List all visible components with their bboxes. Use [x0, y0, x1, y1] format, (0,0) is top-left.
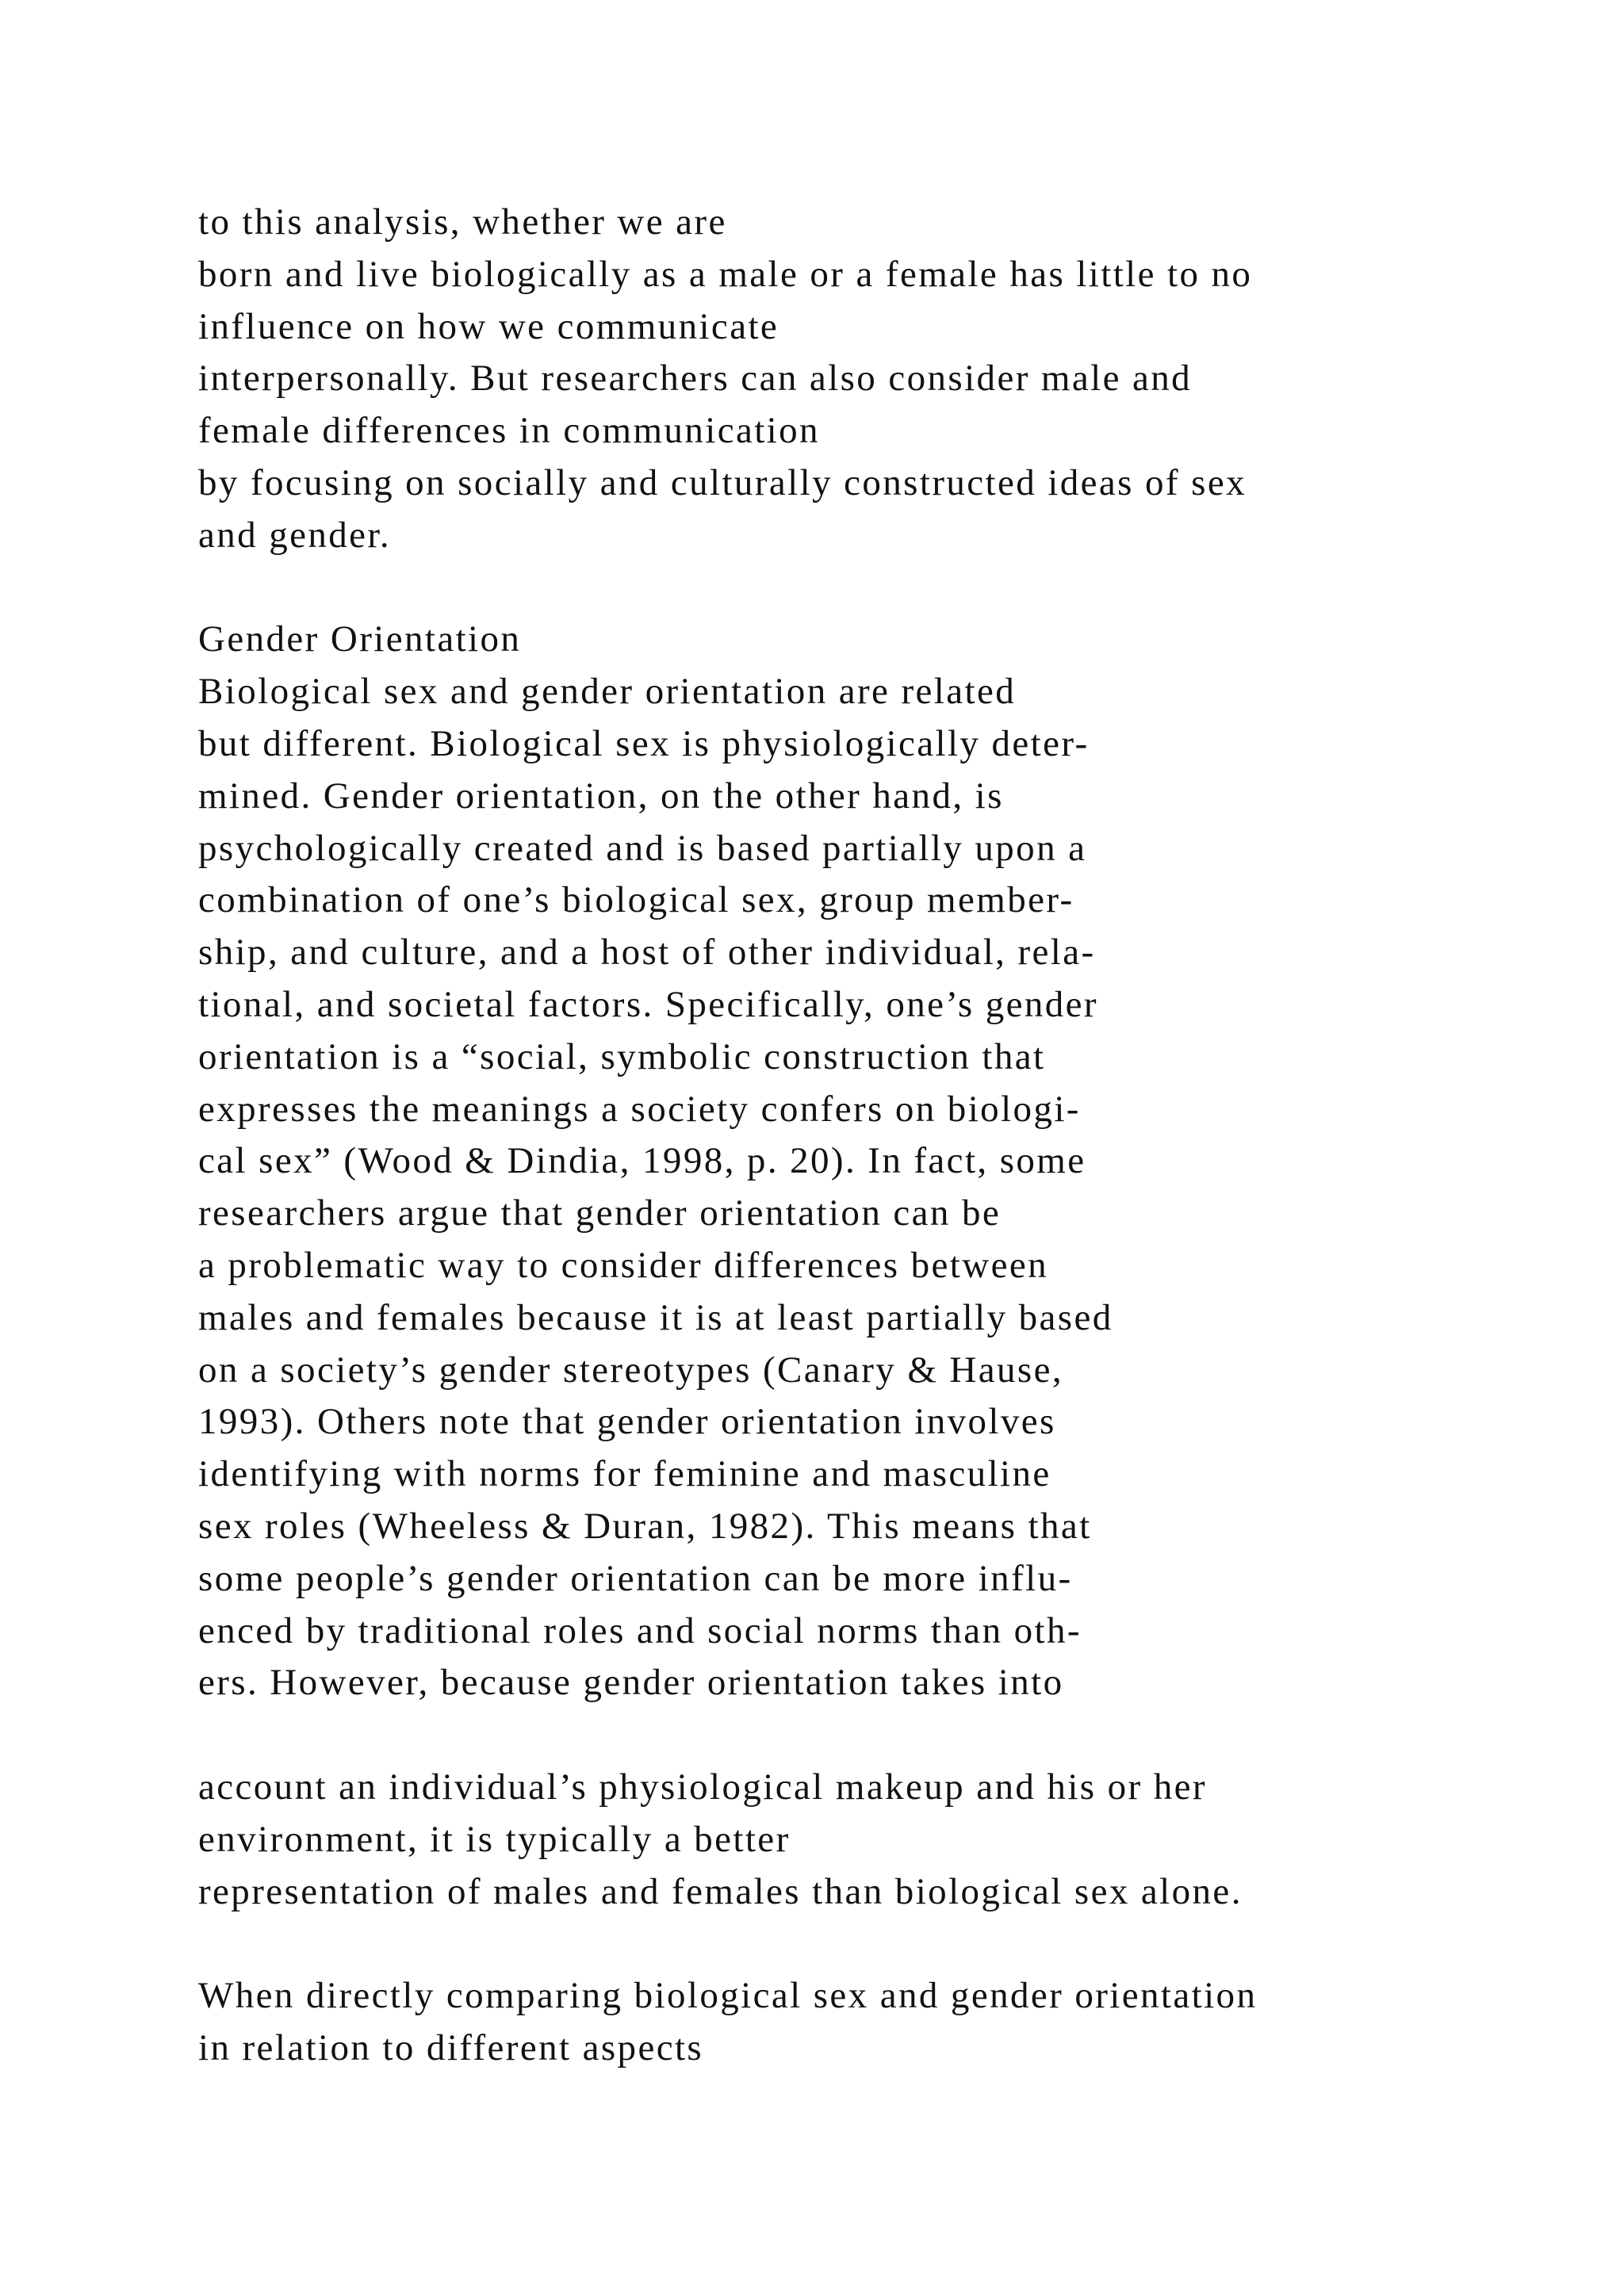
text-line: males and females because it is at least partially based	[198, 1296, 1113, 1338]
text-line: account an individual’s physiological makeup and his or her	[198, 1766, 1207, 1808]
text-line: psychologically created and is based partially upon a	[198, 827, 1087, 869]
text-line: identifying with norms for feminine and masculine	[198, 1453, 1051, 1495]
text-line: mined. Gender orientation, on the other hand, is	[198, 775, 1004, 817]
text-line: combination of one’s biological sex, group member-	[198, 879, 1074, 921]
text-line: some people’s gender orientation can be more influ-	[198, 1557, 1073, 1599]
text-line: and gender.	[198, 514, 392, 556]
text-line: Biological sex and gender orientation are related	[198, 671, 1017, 713]
text-line: expresses the meanings a society confers on biologi-	[198, 1088, 1081, 1130]
text-line: female differences in communication	[198, 410, 820, 452]
paragraph-gap	[198, 1709, 1467, 1762]
text-line: cal sex” (Wood & Dindia, 1998, p. 20). In fact, some	[198, 1140, 1086, 1182]
text-line: interpersonally. But researchers can also consider male and	[198, 358, 1193, 400]
text-line: enced by traditional roles and social norms than oth-	[198, 1609, 1082, 1651]
text-line: by focusing on socially and culturally constructed ideas of sex	[198, 461, 1247, 503]
text-line: When directly comparing biological sex and gender orientation	[198, 1975, 1258, 2017]
paragraph-gap	[198, 562, 1467, 614]
text-line: sex roles (Wheeless & Duran, 1982). This means that	[198, 1505, 1092, 1547]
text-line: to this analysis, whether we are	[198, 201, 727, 243]
paragraph-gap	[198, 1918, 1467, 1970]
text-line: ship, and culture, and a host of other individual, rela-	[198, 932, 1096, 974]
text-line: 1993). Others note that gender orientation involves	[198, 1401, 1056, 1443]
text-line: orientation is a “social, symbolic construction that	[198, 1035, 1046, 1077]
text-line: on a society’s gender stereotypes (Canary & Hause,	[198, 1349, 1064, 1391]
text-line: but different. Biological sex is physiologically deter-	[198, 722, 1090, 764]
text-line: environment, it is typically a better	[198, 1818, 791, 1860]
text-line: ers. However, because gender orientation takes into	[198, 1662, 1064, 1704]
text-line: born and live biologically as a male or a female has little to no	[198, 253, 1253, 295]
text-line: a problematic way to consider differences between	[198, 1244, 1048, 1286]
section-heading: Gender Orientation	[198, 618, 522, 660]
document-body	[198, 197, 1467, 2075]
text-line: in relation to different aspects	[198, 2026, 704, 2068]
text-line: tional, and societal factors. Specifically, one’s gender	[198, 983, 1098, 1025]
text-line: representation of males and females than biological sex alone.	[198, 1870, 1243, 1912]
text-line: influence on how we communicate	[198, 305, 779, 347]
text-line: researchers argue that gender orientation can be	[198, 1192, 1002, 1234]
